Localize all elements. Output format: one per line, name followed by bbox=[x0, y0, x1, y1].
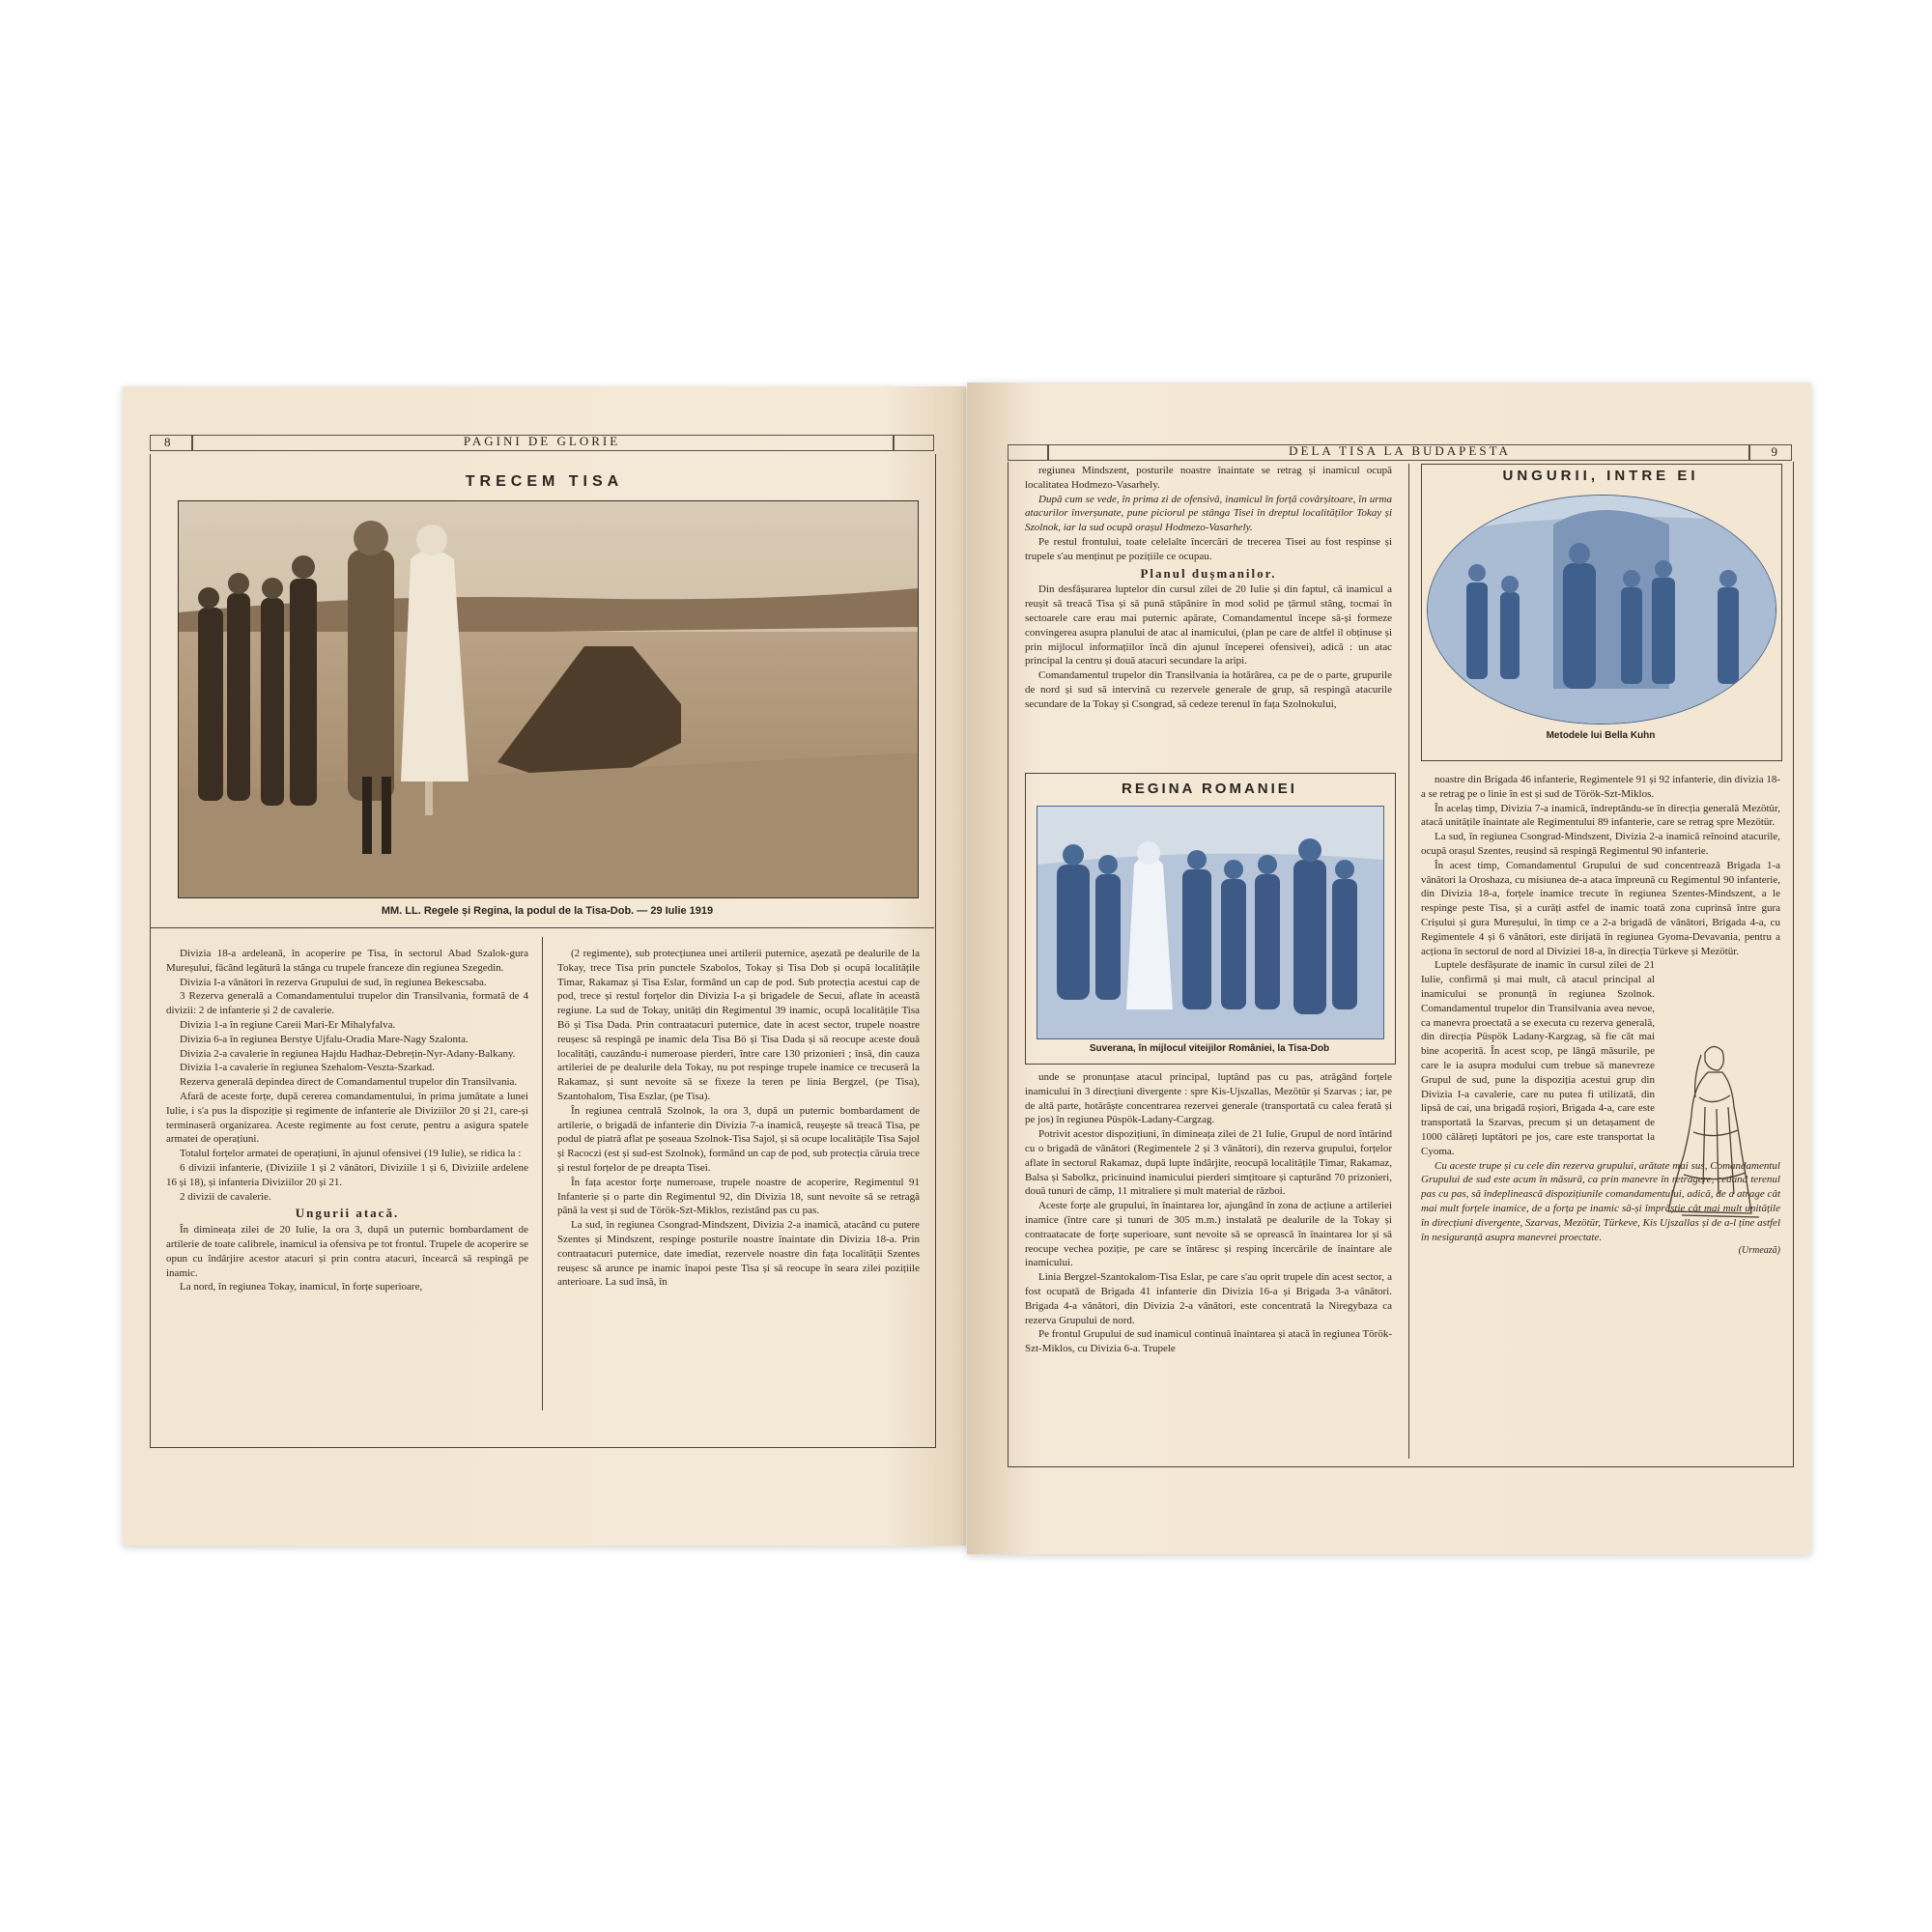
paragraph: La sud, în regiunea Csongrad-Mindszent, Divizia 2-a inamică, atacând cu putere Szentes și Mindszent, respinge posturile noastre înaintate din Divizia 18-a. Prin contraatacuri puternice, date imediat, rezervele noastre din fața localității Szentes reușesc să arunce pe inamic înapoi peste Tisa și să reocupe în seara zilei pozițiile anterioare. La sud însă, în bbox=[557, 1219, 920, 1289]
regina-title: REGINA ROMANIEI bbox=[1122, 781, 1297, 797]
paragraph: Divizia 6-a în regiunea Berstye Ujfalu-Oradia Mare-Nagy Szalonta. bbox=[180, 1033, 469, 1045]
paragraph: regiunea Mindszent, posturile noastre înaintate se retrag și inamicul ocupă localitatea Hodmezo-Vasarhely. bbox=[1025, 465, 1392, 491]
running-title: DELA TISA LA BUDAPESTA bbox=[1289, 443, 1511, 458]
paragraph: noastre din Brigada 46 infanterie, Regimentele 91 și 92 infanterie, din divizia 18-a se retrag pe o linie în est și sud de Török-Szt-Miklos. bbox=[1421, 774, 1780, 800]
paragraph: Potrivit acestor dispozițiuni, în dimineața zilei de 21 Iulie, Grupul de nord întărind cu o brigadă de vânători (Regimentele 2 și 3 vânători), din rezerva grupului, forțelor aflate în sectorul Rakamaz, după lupte îndârjite, reocupă localitățile Timar, Rakamaz, Balsa și Sabolkz, pricinuind inamicului pierderi simțitoare și capturând 70 prizonieri, două tunuri de câmp, 11 mitraliere și mult material de război. bbox=[1025, 1128, 1392, 1198]
running-header bbox=[1008, 444, 1792, 461]
left-column-1 bbox=[166, 947, 528, 1414]
paragraph: În dimineața zilei de 20 Iulie, la ora 3, după un puternic bombardament de artilerie de toate calibrele, inamicul ia ofensiva pe tot frontul. Trupele de acoperire se opun cu îndârjire acestor atacuri și prin contra atacuri, încearcă să respingă pe inamic. bbox=[166, 1224, 528, 1279]
page-number: 9 bbox=[1771, 444, 1777, 459]
paragraph: După cum se vede, în prima zi de ofensivă, inamicul în forță covârșitoare, în urma atacurilor înverșunate, pune piciorul pe stânga Tisei în dreptul localităților Tokay și Szolnok, iar la sud ocupă orașul Hodmezo-Vasarhely. bbox=[1025, 493, 1392, 534]
paragraph: La sud, în regiunea Csongrad-Mindszent, Divizia 2-a inamică reînoind atacurile, ocupă orașul Szentes, reușind să respingă Regimentul 90 infanterie. bbox=[1421, 831, 1780, 857]
paragraph: Divizia 1-a cavalerie în regiunea Szehalom-Veszta-Szarkad. bbox=[180, 1062, 435, 1074]
paragraph: Divizia 18-a ardeleană, în acoperire pe Tisa, în sectorul Abad Szalok-gura Mureșului, făcând legătură la stânga cu trupele franceze din regiunea Szegedin. bbox=[166, 948, 528, 974]
paragraph: Pe frontul Grupului de sud inamicul continuă înaintarea și atacă în regiunea Török-Szt-Miklos, cu Divizia 6-a. Trupele bbox=[1025, 1328, 1392, 1355]
ungurii-caption: Metodele lui Bella Kuhn bbox=[1546, 730, 1656, 741]
paragraph: 3 Rezerva generală a Comandamentului trupelor din Transilvania, formată de 4 divizii: 2 de infanterie și 2 de cavalerie. bbox=[166, 990, 528, 1017]
ungurii-photo bbox=[1427, 495, 1776, 724]
ungurii-title: UNGURII, INTRE EI bbox=[1502, 468, 1699, 484]
right-column-1-bottom bbox=[1025, 1070, 1392, 1462]
left-page bbox=[123, 386, 966, 1546]
caption-rule bbox=[150, 927, 934, 928]
paragraph: 2 divizii de cavalerie. bbox=[180, 1190, 271, 1203]
paragraph: Linia Bergzel-Szantokalom-Tisa Eslar, pe care s'au oprit trupele din acest sector, a fost ocupată de Brigada 41 infanterie din Divizia 16-a și Brigada 3-a vânători. Brigada 4-a vânători, din Divizia 2-a vânători, este concentrată la Niregybaza ca rezerva Grupului de nord. bbox=[1025, 1271, 1392, 1326]
paragraph: Rezerva generală depindea direct de Comandamentul trupelor din Transilvania. bbox=[180, 1076, 518, 1089]
page-number: 8 bbox=[164, 435, 171, 449]
column-rule bbox=[542, 937, 543, 1410]
left-column-2 bbox=[557, 947, 920, 1414]
paragraph: Divizia 1-a în regiune Careii Mari-Er Mihalyfalva. bbox=[180, 1018, 396, 1031]
running-header bbox=[150, 435, 934, 451]
paragraph: În fața acestor forțe numeroase, trupele noastre de acoperire, Regimentul 91 Infanterie și o parte din Regimentul 92, din Divizia 18, sunt nevoite să se retragă până la vest și sud de Török-Szt-Miklos, rezistând pas cu pas. bbox=[557, 1176, 920, 1217]
paragraph: Pe restul frontului, toate celelalte încercări de trecerea Tisei au fost respinse și trupele s'au menținut pe pozițiile ce ocupau. bbox=[1025, 535, 1392, 562]
paragraph: Cu aceste trupe și cu cele din rezerva grupului, arătate mai sus, Comandamentul Grupului de sud este acum în măsură, ca prin manevre în retragere, cedând terenul pas cu pas, să îndeplinească dispozițiunile comandamentului, adică, de a atrage cât mai mult forțele inamice, de a forța pe inamic să-și împrăștie cât mai mult unitățile în direcțiuni divergente, Szarvas, Mezötür, Türkeve, Kis Ujszallas și de a-l ține astfel în nesiguranță asupra manevrei proectate. bbox=[1421, 1159, 1780, 1243]
peasant-woman-illustration bbox=[1655, 1039, 1771, 1223]
paragraph: Luptele desfășurate de inamic în cursul zilei de 21 Iulie, confirmă și mai mult, că atacul principal al inamicului se pronunță în regiunea Szolnok. Comandamentul trupelor din Transilvania avea nevoe, ca manevra proectată a se executa cu rezerva generală, din direcția Püspök Ladany-Kargzag, să fie cât mai bine acoperită. În acest scop, pe lângă măsurile, pe care le ia asupra modului cum trebue să manevreze Grupul de sud, pune la dispoziția acestui grup din Divizia I-a cavalerie, care nu putea fi utilizată, din lipsă de cai, una brigadă roșiori, Brigada 4-a, care este transportată la Szarvas, precum și un detașament de 1000 călăreți luptători pe jos, care este transportat la Cyoma. bbox=[1421, 959, 1655, 1157]
subheading: Ungurii atacă. bbox=[295, 1206, 400, 1221]
regina-photo bbox=[1037, 806, 1384, 1039]
paragraph: Aceste forțe ale grupului, în înaintarea lor, ajungând în zona de acțiune a artileriei inamice (între care și tunuri de 305 m.m.) instalată pe dealurile de la Tokay și contraatacate de forțe superioare, sunt nevoite să se oprească în înaintarea lor și să reocupe vechea poziție, pe care se întăresc și resping încercările de înaintare ale inamicului. bbox=[1025, 1200, 1392, 1269]
paragraph: Divizia I-a vânători în rezerva Grupului de sud, în regiunea Bekescsaba. bbox=[180, 976, 487, 988]
paragraph: (2 regimente), sub protecțiunea unei artilerii puternice, așezată pe dealurile de la Tokay, trece Tisa prin punctele Szabolos, Tokay și Tisa Dob și ocupă localitățile Timar, Rakamaz și Tisa Eslar, formând un cap de pod. Sub protecția acestui cap de pod, trece și restul forțelor din Divizia I-a și brigadele de Secui, aflate în această regiune. La sud de Tokay, unități din Regimentul 39 inamic, ocupă localitățile Tisa Bö și Tisa Dada. Prin contraatacuri puternice, date în acest sector, trupele noastre reușesc să respingă pe inamic dela Tisa Bö și Tisa Dada și să reocupe aceste două localități, cauzându-i numeroase pierderi, între care 130 prizonieri ; însă, din cauza artileriei de pe dealurile dela Tokay, nu pot respinge trupele inamice ce trecuseră la Rakamaz, și sunt nevoite să se fixeze la teren pe linia Bergzel, (pe Tisa), Szantohalom, Tisa Eszlar, (pe Tisa). bbox=[557, 948, 920, 1102]
paragraph: În regiunea centrală Szolnok, la ora 3, după un puternic bombardament de artilerie, o brigadă de infanterie din Divizia 7-a inamică, reușește să treacă Tisa, pe podul de piatră aflat pe șoseaua Szolnok-Tisa Sajol, și să ocupe localitățile Tisa Sajol și Racoczi (est și sud-est Szolnok), formând un cap de pod, sub protecția căruia trece și restul forțelor de pe dreapta Tisei. bbox=[557, 1104, 920, 1174]
photo-caption: MM. LL. Regele și Regina, la podul de la Tisa-Dob. — 29 Iulie 1919 bbox=[381, 905, 714, 917]
paragraph: Afară de aceste forțe, după cererea comandamentului, în prima jumătate a lunei Iulie, i s'a pus la dispoziție și regimente de infanterie ale Diviziilor 20 și 21, care-și terminaseră organizarea. Aceste regimente au fost cerute, pentru a asigura spatele armatei de operațiuni. bbox=[166, 1090, 528, 1146]
right-page bbox=[967, 383, 1811, 1554]
continuation-note: (Urmează) bbox=[1738, 1245, 1780, 1257]
king-queen-photo bbox=[178, 500, 919, 898]
paragraph: Divizia 2-a cavalerie în regiunea Hajdu Hadhaz-Debrețin-Nyr-Adany-Balkany. bbox=[180, 1047, 516, 1060]
running-title: PAGINI DE GLORIE bbox=[463, 434, 621, 448]
section-title: TRECEM TISA bbox=[465, 473, 624, 490]
paragraph: Din desfășurarea luptelor din cursul zilei de 20 Iulie și din faptul, că inamicul a reușit să treacă Tisa și să pună stăpânire în mod solid pe țărmul stâng, tocmai în sectoarele care erau mai puternic apărate, Comandamentul începe să-și formeze convingerea asupra planului de atac al inamicului, (plan pe care de altfel il obținuse și prin mijlocul informațiilor încă din ajunul începerei ofensivei), adică : un atac principal la centru și două atacuri secundare la aripi. bbox=[1025, 583, 1392, 668]
paragraph: Comandamentul trupelor din Transilvania ia hotărârea, ca pe de o parte, grupurile de nord și sud să intervină cu rezervele generale de grup, să respingă atacurile secundare de la Tokay și Csongrad, să cedeze terenul în fața Szolnokului, bbox=[1025, 669, 1392, 710]
paragraph: Totalul forțelor armatei de operațiuni, în ajunul ofensivei (19 Iulie), se ridica la : bbox=[180, 1148, 522, 1160]
right-column-1-top bbox=[1025, 464, 1392, 761]
subheading: Planul dușmanilor. bbox=[1140, 565, 1277, 581]
paragraph: 6 divizii infanterie, (Diviziile 1 și 2 vânători, Diviziile 1 și 6, Diviziile ardelene 16 și 18), și infanteria Diviziilor 20 și 21. bbox=[166, 1161, 528, 1188]
paragraph: În acelaș timp, Divizia 7-a inamică, îndreptându-se în direcția generală Mezötür, atacă unitățile înaintate ale Regimentului 89 infanterie, care se retrag spre Mezötür. bbox=[1421, 802, 1780, 829]
column-rule bbox=[1408, 464, 1409, 1459]
paragraph: unde se pronunțase atacul principal, luptând pas cu pas, atrăgând forțele inamicului în 3 direcțiuni divergente : spre Kis-Ujszallas, Mezötür și Szarvas ; iar, pe de altă parte, hotărăște concentrarea rezervei generale (transportată cu calea ferată și pe jos) în regiunea Püspök-Ladany-Cargzag. bbox=[1025, 1071, 1392, 1126]
regina-caption: Suverana, în mijlocul viteijilor României, la Tisa-Dob bbox=[1089, 1043, 1330, 1054]
paragraph: În acest timp, Comandamentul Grupului de sud concentrează Brigada 1-a vânători la Oroshaza, cu misiunea de-a ataca împreună cu Regimentul 90 infanterie, din Divizia 18-a, forțele inamice trecute în regiunea Szentes-Mindszent, a le respinge peste Tisa, și a curăți astfel de inamic toată zona cuprinsă între gura Crișului și gura Mureșului, în timp ce a 2-a brigadă de vânători, Brigada 4-a, cu Regimentele 4 și 6 vânători, este dirijată în regiunea Gyoma-Devavania, pentru a acționa în sectorul de nord al Diviziei 18-a, în direcția Türkeve și Mezötür. bbox=[1421, 859, 1780, 957]
paragraph: La nord, în regiunea Tokay, inamicul, în forțe superioare, bbox=[180, 1281, 423, 1293]
